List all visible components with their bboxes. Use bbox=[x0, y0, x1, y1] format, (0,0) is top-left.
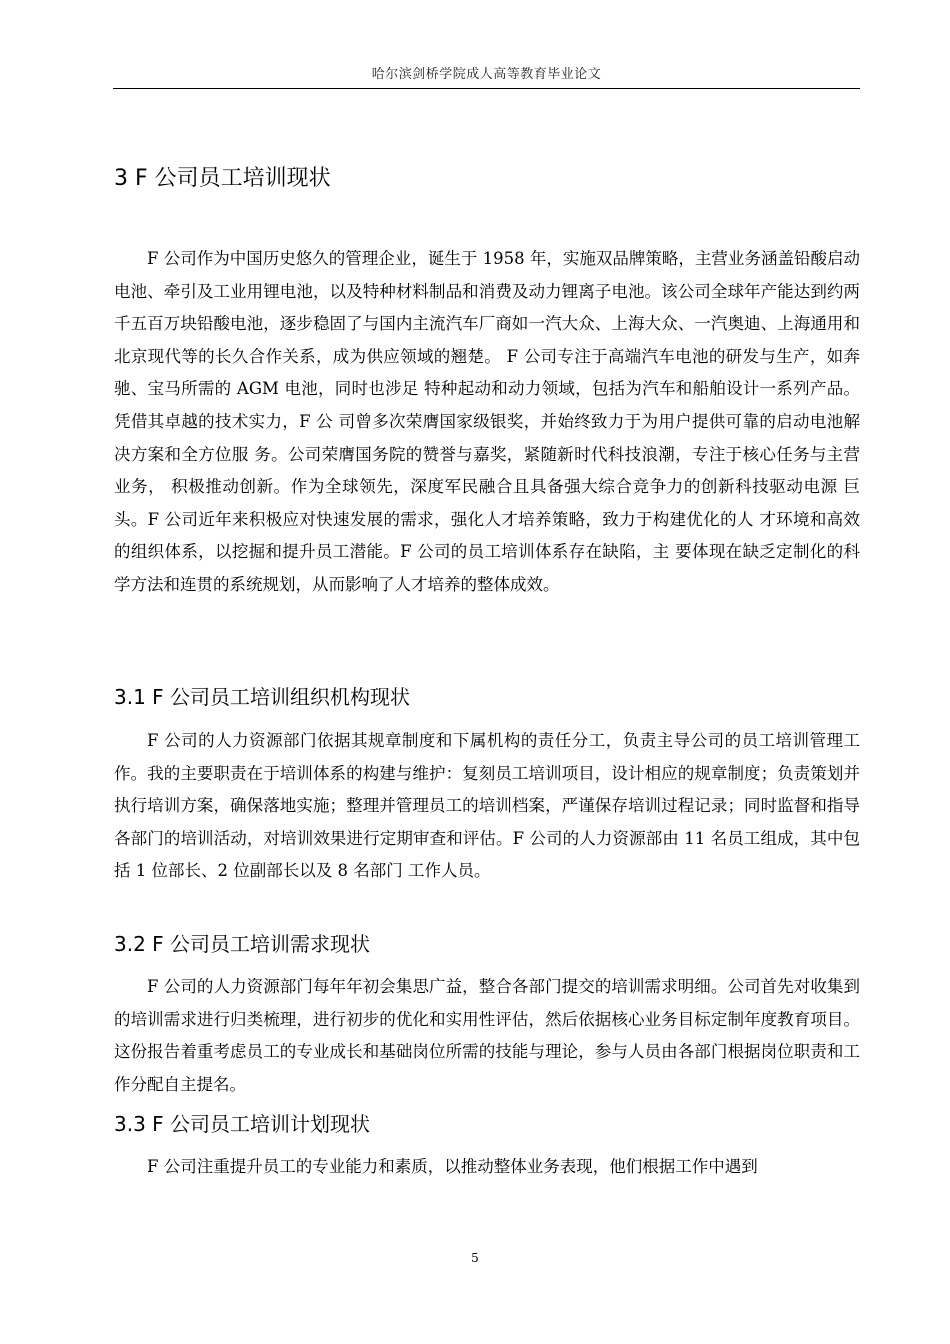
header-rule bbox=[113, 88, 860, 89]
section-title-3-3: 3.3 F 公司员工培训计划现状 bbox=[114, 1112, 371, 1136]
chapter-title: 3 F 公司员工培训现状 bbox=[114, 166, 331, 191]
page-number: 5 bbox=[471, 1251, 479, 1265]
section-title-3-2: 3.2 F 公司员工培训需求现状 bbox=[114, 932, 371, 956]
chapter-intro-paragraph: F 公司作为中国历史悠久的管理企业，诞生于 1958 年，实施双品牌策略，主营业务涵盖铅酸启动电池、牵引及工业用锂电池，以及特种材料制品和消费及动力锂离子电池。该公司全球年产能达到约两千五百万块铅酸电池，逐步稳固了与国内主流汽车厂商如一汽大众、上海大众、一汽奥迪、上海通用和北京现代等的长久合作关系，成为供应领域的翘楚。 F 公司专注于高端汽车电池的研发与生产，如奔驰、宝马所需的 AGM 电池，同时也涉足 特种起动和动力领域，包括为汽车和船舶设计一系列产品。凭借其卓越的技术实力，F 公 司曾多次荣膺国家级银奖，并始终致力于为用户提供可靠的启动电池解决方案和全方位服 务。公司荣膺国务院的赞誉与嘉奖，紧随新时代科技浪潮，专注于核心任务与主营业务， 积极推动创新。作为全球领先，深度军民融合且具备强大综合竞争力的创新科技驱动电源 巨头。F 公司近年来积极应对快速发展的需求，强化人才培养策略，致力于构建优化的人 才环境和高效的组织体系，以挖掘和提升员工潜能。F 公司的员工培训体系存在缺陷，主 要体现在缺乏定制化的科学方法和连贯的系统规划，从而影响了人才培养的整体成效。 bbox=[114, 249, 860, 594]
running-header: 哈尔滨剑桥学院成人高等教育毕业论文 bbox=[371, 67, 602, 82]
section-title-3-1: 3.1 F 公司员工培训组织机构现状 bbox=[114, 685, 411, 709]
section-3-2-paragraph: F 公司的人力资源部门每年年初会集思广益，整合各部门提交的培训需求明细。公司首先对收集到的培训需求进行归类梳理，进行初步的优化和实用性评估，然后依据核心业务目标定制年度教育项目。这份报告着重考虑员工的专业成长和基础岗位所需的技能与理论，参与人员由各部门根据岗位职责和工作分配自主提名。 bbox=[114, 977, 860, 1094]
section-3-3-paragraph: F 公司注重提升员工的专业能力和素质，以推动整体业务表现，他们根据工作中遇到 bbox=[147, 1157, 758, 1176]
section-3-1-paragraph: F 公司的人力资源部门依据其规章制度和下属机构的责任分工，负责主导公司的员工培训管理工作。我的主要职责在于培训体系的构建与维护：复刻员工培训项目，设计相应的规章制度；负责策划并执行培训方案，确保落地实施；整理并管理员工的培训档案，严谨保存培训过程记录；同时监督和指导各部门的培训活动，对培训效果进行定期审查和评估。F 公司的人力资源部由 11 名员工组成，其中包括 1 位部长、2 位副部长以及 8 名部门 工作人员。 bbox=[114, 731, 860, 881]
